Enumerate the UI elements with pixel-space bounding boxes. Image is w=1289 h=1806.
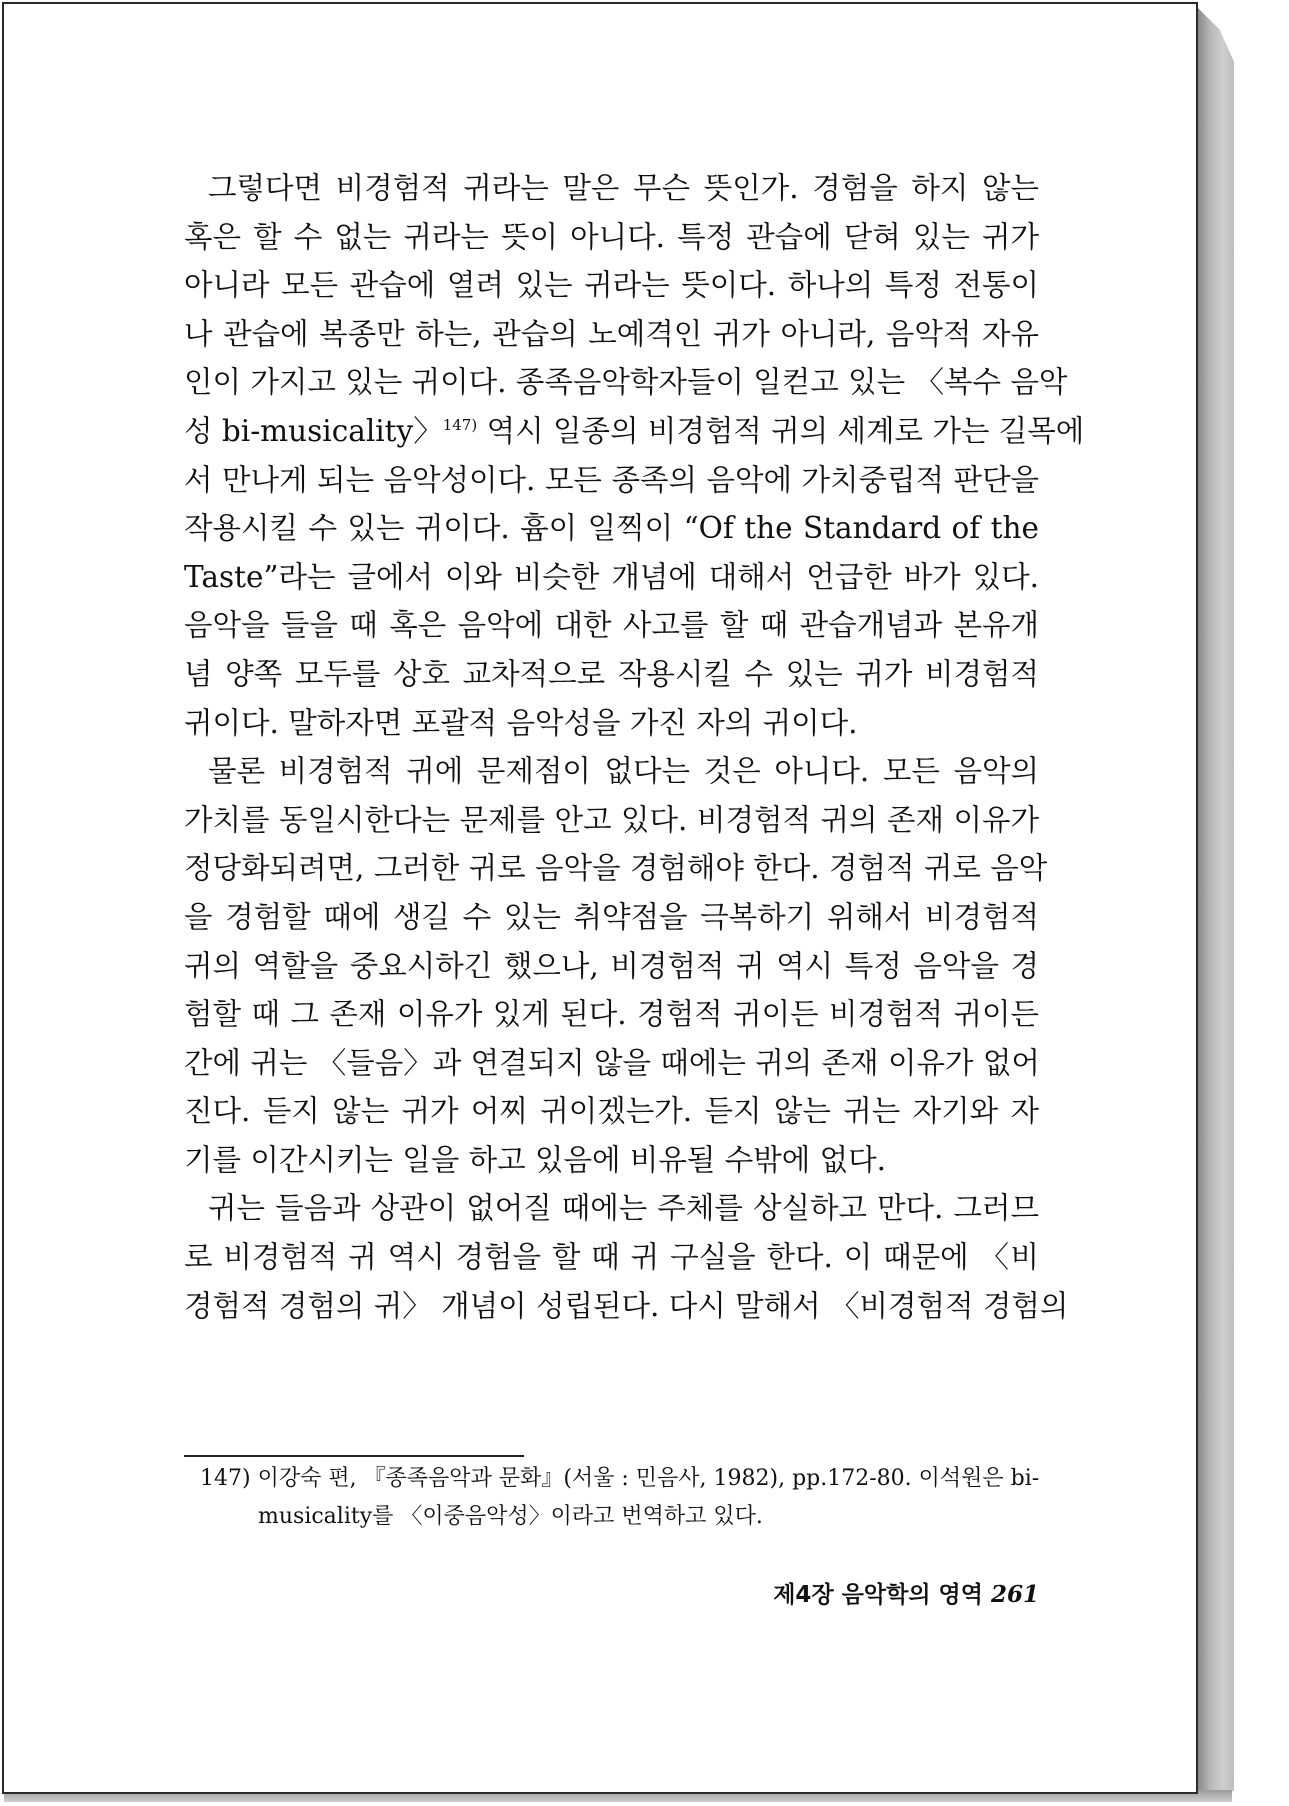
text-line: 험할 때 그 존재 이유가 있게 된다. 경험적 귀이든 비경험적 귀이든 xyxy=(184,997,1039,1032)
text-line: 간에 귀는 〈들음〉과 연결되지 않을 때에는 귀의 존재 이유가 없어 xyxy=(184,1045,1040,1080)
footnote-reference: 147) xyxy=(442,415,478,434)
text-fragment: 성 bi-musicality〉 xyxy=(184,413,443,448)
text-line: 념 양쪽 모두를 상호 교차적으로 작용시킬 수 있는 귀가 비경험적 xyxy=(184,656,1039,691)
text-fragment: 역시 일종의 비경험적 귀의 세계로 가는 길목에 xyxy=(477,413,1085,448)
chapter-title: 제4장 음악학의 영역 xyxy=(773,1582,983,1608)
text-line: 혹은 할 수 없는 귀라는 뜻이 아니다. 특정 관습에 닫혀 있는 귀가 xyxy=(184,219,1039,254)
footnote xyxy=(200,1460,1039,1536)
text-line: 그렇다면 비경험적 귀라는 말은 무슨 뜻인가. 경험을 하지 않는 xyxy=(208,171,1039,205)
text-line: 귀의 역할을 중요시하긴 했으나, 비경험적 귀 역시 특정 음악을 경 xyxy=(184,948,1039,983)
footnote-line: musicality를 〈이중음악성〉이라고 번역하고 있다. xyxy=(258,1504,763,1529)
text-line: 가치를 동일시한다는 문제를 안고 있다. 비경험적 귀의 존재 이유가 xyxy=(184,802,1039,837)
text-line: 물론 비경험적 귀에 문제점이 없다는 것은 아니다. 모든 음악의 xyxy=(208,754,1039,789)
body-text xyxy=(184,164,1085,1330)
footnote-divider xyxy=(184,1455,524,1457)
text-line: 음악을 들을 때 혹은 음악에 대한 사고를 할 때 관습개념과 본유개 xyxy=(184,608,1039,643)
text-line: 아니라 모든 관습에 열려 있는 귀라는 뜻이다. 하나의 특정 전통이 xyxy=(184,268,1039,303)
page-number: 261 xyxy=(990,1581,1039,1608)
running-footer xyxy=(704,1576,1039,1609)
text-line: 귀이다. 말하자면 포괄적 음악성을 가진 자의 귀이다. xyxy=(184,705,858,740)
text-line: 정당화되려면, 그러한 귀로 음악을 경험해야 한다. 경험적 귀로 음악 xyxy=(184,851,1048,886)
text-line: Taste”라는 글에서 이와 비슷한 개념에 대해서 언급한 바가 있다. xyxy=(184,559,1039,594)
page-edge-right xyxy=(1198,8,1234,1798)
book-page xyxy=(2,2,1198,1794)
text-line: 경험적 경험의 귀〉 개념이 성립된다. 다시 말해서 〈비경험적 경험의 xyxy=(184,1288,1069,1323)
text-line: 인이 가지고 있는 귀이다. 종족음악학자들이 일컫고 있는 〈복수 음악 xyxy=(184,365,1068,400)
text-line: 을 경험할 때에 생길 수 있는 취약점을 극복하기 위해서 비경험적 xyxy=(184,899,1039,934)
text-line: 나 관습에 복종만 하는, 관습의 노예격인 귀가 아니라, 음악적 자유 xyxy=(184,316,1039,351)
text-line-with-footnote xyxy=(184,407,1085,456)
text-line: 서 만나게 되는 음악성이다. 모든 종족의 음악에 가치중립적 판단을 xyxy=(184,462,1039,497)
text-line: 기를 이간시키는 일을 하고 있음에 비유될 수밖에 없다. xyxy=(184,1142,886,1177)
text-line: 귀는 들음과 상관이 없어질 때에는 주체를 상실하고 만다. 그러므 xyxy=(208,1191,1039,1226)
footnote-line: 147) 이강숙 편, 『종족음악과 문화』(서울 : 민음사, 1982), pp.172-80. 이석원은 bi- xyxy=(200,1466,1040,1491)
text-line: 진다. 듣지 않는 귀가 어찌 귀이겠는가. 듣지 않는 귀는 자기와 자 xyxy=(184,1094,1039,1129)
text-line: 작용시킬 수 있는 귀이다. 흄이 일찍이 “Of the Standard of the xyxy=(184,511,1039,546)
text-line: 로 비경험적 귀 역시 경험을 할 때 귀 구실을 한다. 이 때문에 〈비 xyxy=(184,1240,1039,1275)
